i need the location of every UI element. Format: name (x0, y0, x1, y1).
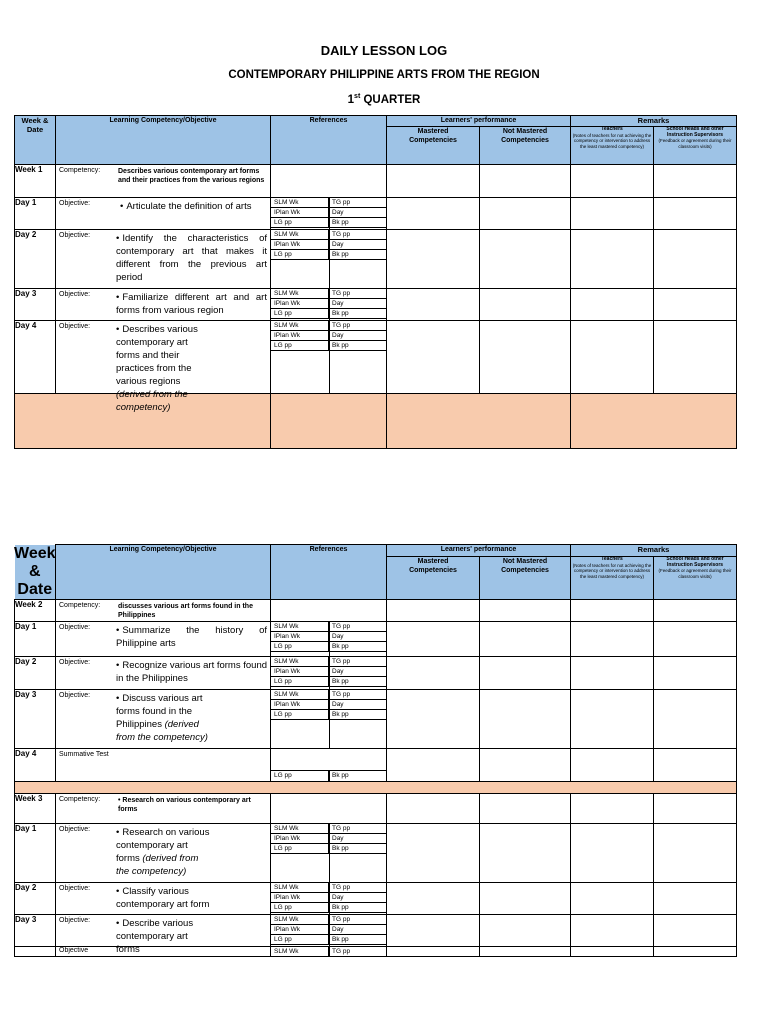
table-row (15, 289, 737, 321)
table-row (15, 230, 737, 289)
references-cell: SLM Wk TG pp IPlan Wk Day LG pp Bk pp (271, 656, 387, 689)
competency-cell (56, 793, 271, 823)
not-mastered-header: Not Mastered Competencies (480, 557, 571, 599)
references-cell: SLM Wk TG pp IPlan Wk Day LG pp Bk pp (271, 621, 387, 656)
objective-label: Objective: (59, 323, 91, 330)
learning-competency-header: Learning Competency/Objective (56, 545, 271, 600)
table-row (15, 748, 737, 781)
objective-text: • Discuss various art forms found in the Philippines (derived from the competency) (116, 692, 208, 743)
references-header: References (271, 545, 387, 600)
references-header: References (271, 116, 387, 165)
table-row (15, 321, 737, 394)
day-cell: Day 2 (15, 656, 56, 689)
supervisors-remarks-header: School Heads and other Instruction Supervisors (Feedback or agreement during their classroom visits) (654, 557, 737, 599)
learning-competency-header: Learning Competency/Objective (56, 116, 271, 165)
mastered-header: Mastered Competencies (387, 127, 480, 165)
table-row (15, 656, 737, 689)
objective-cell (56, 689, 271, 748)
objective-label: Objective: (59, 623, 91, 631)
objective-cell (56, 621, 271, 656)
remarks-header: Remarks (571, 545, 737, 557)
competency-label: Competency: (59, 795, 101, 803)
table-row (15, 198, 737, 230)
objective-label: Objective: (59, 232, 91, 239)
objective-cell (56, 198, 271, 230)
day-cell: Day 3 (15, 289, 56, 321)
references-cell: SLM Wk TG pp IPlan Wk Day LG pp Bk pp (271, 823, 387, 882)
day-cell: Day 4 (15, 748, 56, 781)
objective-label: Objective: (59, 200, 91, 207)
summative-label: Summative Test (59, 750, 109, 758)
table-row (15, 689, 737, 748)
objective-cell (56, 946, 271, 956)
table-row (15, 599, 737, 621)
references-cell: SLM Wk TG pp IPlan Wk Day LG pp Bk pp (271, 289, 387, 321)
lesson-log-table-2 (14, 544, 737, 957)
table-row (15, 946, 737, 956)
competency-text: • Research on various contemporary art forms (118, 796, 251, 813)
lesson-log-table-1 (14, 115, 737, 449)
document-title: DAILY LESSON LOG (320, 43, 448, 58)
summative-cell (56, 748, 271, 781)
quarter-number: 1 (347, 93, 355, 106)
objective-text: • Describes various contemporary art forms and their practices from the various regions (derived from the competency) (116, 324, 198, 413)
objective-label: Objective (59, 946, 89, 954)
teachers-remarks-header: Teachers (Notes of teachers for not achieving the competency or intervention to address the least mastered competency) (571, 557, 654, 599)
references-cell: SLM Wk TG pp IPlan Wk Day LG pp Bk pp (271, 230, 387, 289)
references-cell: SLM Wk TG pp IPlan Wk Day LG pp Bk pp (271, 882, 387, 914)
objective-label: Objective: (59, 825, 91, 833)
table-row (15, 823, 737, 882)
separator-row (15, 781, 737, 793)
week-cell: Week 2 (15, 599, 56, 621)
competency-text: Describes various contemporary art forms and their practices from the various regions (118, 168, 265, 184)
teachers-remarks-header: Teachers (Notes of teachers for not achieving the competency or intervention to address the least mastered competency) (571, 127, 654, 165)
objective-label: Objective: (59, 658, 91, 666)
table-row (15, 621, 737, 656)
quarter-heading (0, 93, 768, 106)
references-cell: SLM Wk TG pp IPlan Wk Day LG pp Bk pp (271, 321, 387, 394)
remarks-header: Remarks (571, 116, 737, 127)
objective-cell (56, 882, 271, 914)
week-date-header: Week & Date (15, 116, 56, 165)
day-cell: Day 1 (15, 621, 56, 656)
references-cell: SLM Wk TG pp (271, 946, 387, 956)
table-row (15, 882, 737, 914)
quarter-ordinal: st (354, 93, 361, 100)
objective-cell (56, 230, 271, 289)
objective-text: • Recognize various art forms found in the Philippines (116, 659, 268, 684)
learners-performance-header: Learners' performance (387, 116, 571, 127)
objective-text: • Summarize the history of Philippine arts (116, 624, 267, 649)
objective-text: • Classify various contemporary art form (116, 885, 210, 910)
table-row (15, 914, 737, 946)
references-cell: SLM Wk TG pp IPlan Wk Day LG pp Bk pp (271, 914, 387, 946)
objective-text: • Articulate the definition of arts (120, 201, 252, 212)
day-cell: Day 2 (15, 882, 56, 914)
not-mastered-header: Not Mastered Competencies (480, 127, 571, 165)
competency-cell (56, 165, 271, 198)
table-row (15, 793, 737, 823)
quarter-word: QUARTER (363, 93, 421, 106)
table-row (15, 165, 737, 198)
day-cell: Day 2 (15, 230, 56, 289)
day-cell: Day 1 (15, 198, 56, 230)
competency-cell (56, 599, 271, 621)
week-date-header: Week & Date (14, 544, 56, 598)
day-cell: Day 3 (15, 914, 56, 946)
objective-cell (56, 321, 271, 413)
objective-cell (56, 914, 271, 955)
supervisors-remarks-header: School Heads and other Instruction Supervisors (Feedback or agreement during their classroom visits) (654, 127, 737, 165)
week-cell: Week 1 (15, 165, 56, 198)
learners-performance-header: Learners' performance (387, 545, 571, 557)
objective-text: • Describe various contemporary art forms (116, 917, 194, 955)
document-subtitle: CONTEMPORARY PHILIPPINE ARTS FROM THE REGION (228, 69, 540, 81)
day-cell: Day 3 (15, 689, 56, 748)
objective-text: • Familiarize different art and art forms from various region (116, 292, 267, 316)
objective-cell (56, 823, 271, 882)
objective-cell (56, 656, 271, 689)
objective-label: Objective: (59, 916, 91, 924)
references-cell: SLM Wk TG pp IPlan Wk Day LG pp Bk pp (271, 198, 387, 230)
competency-label: Competency: (59, 601, 101, 609)
objective-text: • Research on various contemporary art forms (derived from the competency) (116, 826, 210, 877)
day-cell: Day 4 (15, 321, 56, 394)
objective-label: Objective: (59, 884, 91, 892)
objective-cell (56, 289, 271, 321)
references-cell: LG pp Bk pp (271, 748, 387, 781)
references-cell: SLM Wk TG pp IPlan Wk Day LG pp Bk pp (271, 689, 387, 748)
mastered-header: Mastered Competencies (387, 557, 480, 599)
day-cell: Day 1 (15, 823, 56, 882)
week-cell: Week 3 (15, 793, 56, 823)
competency-label: Competency: (59, 167, 101, 174)
objective-label: Objective: (59, 691, 91, 699)
competency-text: discusses various art forms found in the Philippines (118, 602, 253, 619)
objective-label: Objective: (59, 291, 91, 298)
objective-text: • Identify the characteristics of contemporary art that makes it different from the previous art period (116, 233, 267, 283)
